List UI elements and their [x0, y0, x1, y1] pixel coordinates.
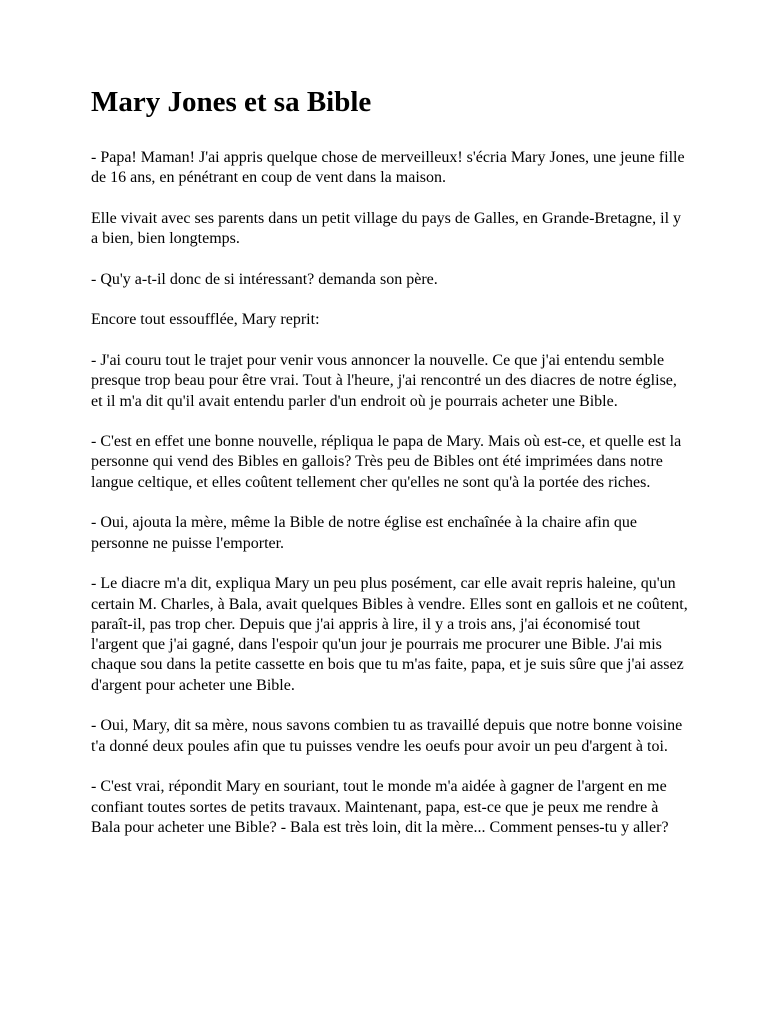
paragraph: Encore tout essoufflée, Mary reprit:	[91, 311, 320, 329]
paragraph: - C'est en effet une bonne nouvelle, répliqua le papa de Mary. Mais où est-ce, et quelle est la personne qui vend des Bibles en gallois? Très peu de Bibles ont été imprimées dans notre langue celtique, et elles coûtent tellement cher qu'elles ne sont qu'à la portée des riches.	[91, 433, 682, 491]
paragraph: - C'est vrai, répondit Mary en souriant, tout le monde m'a aidée à gagner de l'argent en me confiant toutes sortes de petits travaux. Maintenant, papa, est-ce que je peux me rendre à Bala pour acheter une Bible? - Bala est très loin, dit la mère... Comment penses-tu y aller?	[91, 778, 669, 836]
paragraph: - Le diacre m'a dit, expliqua Mary un peu plus posément, car elle avait repris haleine, qu'un certain M. Charles, à Bala, avait quelques Bibles à vendre. Elles sont en gallois et ne coûtent, paraît-il, pas trop cher. Depuis que j'ai appris à lire, il y a trois ans, j'ai économisé tout l'argent que j'ai gagné, dans l'espoir qu'un jour je pourrais me procurer une Bible. J'ai mis chaque sou dans la petite cassette en bois que tu m'as faite, papa, et je suis sûre que j'ai assez d'argent pour acheter une Bible.	[91, 575, 688, 694]
paragraph: - J'ai couru tout le trajet pour venir vous annoncer la nouvelle. Ce que j'ai entendu semble presque trop beau pour être vrai. Tout à l'heure, j'ai rencontré un des diacres de notre église, et il m'a dit qu'il avait entendu parler d'un endroit où je pourrais acheter une Bible.	[91, 351, 677, 410]
paragraph: - Qu'y a-t-il donc de si intéressant? demanda son père.	[91, 270, 438, 288]
paragraph: - Oui, ajouta la mère, même la Bible de notre église est enchaînée à la chaire afin que personne ne puisse l'emporter.	[91, 514, 637, 552]
document-page	[91, 82, 691, 858]
paragraph: - Papa! Maman! J'ai appris quelque chose de merveilleux! s'écria Mary Jones, une jeune fille de 16 ans, en pénétrant en coup de vent dans la maison.	[91, 149, 685, 187]
paragraph: - Oui, Mary, dit sa mère, nous savons combien tu as travaillé depuis que notre bonne voisine t'a donné deux poules afin que tu puisses vendre les oeufs pour avoir un peu d'argent à toi.	[91, 717, 683, 755]
document-title: Mary Jones et sa Bible	[91, 86, 372, 118]
paragraph: Elle vivait avec ses parents dans un petit village du pays de Galles, en Grande-Bretagne, il y a bien, bien longtemps.	[91, 209, 682, 248]
